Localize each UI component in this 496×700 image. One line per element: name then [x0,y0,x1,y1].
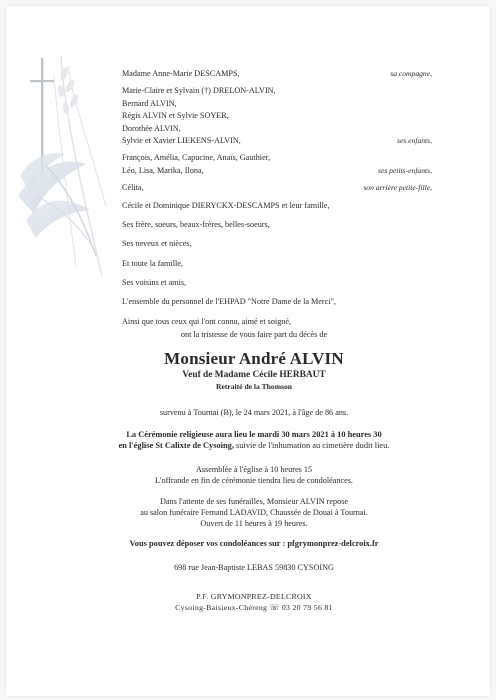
family-entry: Régis ALVIN et Sylvie SOYER, [122,111,229,121]
home-address: 698 rue Jean-Baptiste LEBAS 59830 CYSOING [174,563,334,572]
phone-icon: ☏ [269,603,280,612]
widower-of: Veuf de Madame Cécile HERBAUT [182,370,326,380]
cross-lily-decoration [6,46,116,286]
family-entry: François, Amélia, Capucine, Anaïs, Gauthier, [122,153,271,163]
family-entry: Cécile et Dominique DIERYCKX-DESCAMPS et leur famille, [122,200,330,210]
condolences-website-link[interactable]: pfgrymonprez-delcroix.fr [287,539,379,548]
funeral-director-phone: 03 20 79 56 81 [281,603,333,612]
family-entry: Ses voisins et amis, [122,278,187,288]
obituary-page [6,6,490,696]
announcement-intro: ont la tristesse de vous faire part du décès de [180,330,328,339]
family-entry: Et toute la famille, [122,258,183,268]
ceremony-info: La Cérémonie religieuse aura lieu le mardi 30 mars 2021 à 10 heures 30 en l'église St Calixte de Cysoing, suivie de l'inhumation au cimetière dudit lieu. [118,430,390,450]
family-entry: Madame Anne-Marie DESCAMPS, sa compagne, [122,69,432,78]
family-entry: Bernard ALVIN, [122,98,177,108]
funeral-home-info: Dans l'attente de ses funérailles, Monsieur ALVIN repose au salon funéraire Fernand LADAVID, Chaussée de Douai à Tournai. Ouvert de 11 heures à 19 heures. [140,497,368,528]
retired-from: Retraité de la Thomson [215,382,292,391]
family-entry: Marie-Claire et Sylvain (†) DRELON-ALVIN, [122,86,276,96]
family-entry: Dorothée ALVIN, [122,123,181,133]
family-entry: Léo, Lisa, Marika, Ilona, ses petits-enfants, [122,165,432,175]
funeral-director-name: P.F. GRYMONPREZ-DELCROIX [196,592,312,601]
death-details: survenu à Tournai (B), le 24 mars 2021, à l'âge de 86 ans. [159,408,349,417]
family-entry: Ses frère, soeurs, beaux-frères, belles-soeurs, [122,219,270,229]
family-entry: Ses neveux et nièces, [122,239,192,249]
family-entry: Ainsi que tous ceux qui l'ont connu, aimé et soigné, [122,316,292,326]
family-list [122,68,432,328]
condolences-line: Vous pouvez déposer vos condoléances sur : pfgrymonprez-delcroix.fr [129,539,379,548]
family-entry: Sylvie et Xavier LIEKENS-ALVIN, ses enfants, [122,135,432,145]
assembly-info: Assemblée à l'église à 10 heures 15 L'offrande en fin de cérémonie tiendra lieu de condoléances. [155,465,353,485]
family-entry: L'ensemble du personnel de l'EHPAD "Notre Dame de la Merci", [122,297,336,307]
funeral-director: P.F. GRYMONPREZ-DELCROIX Cysoing-Baisieux-Chéreng ☏ 03 20 79 56 81 [6,591,496,613]
deceased-name: Monsieur André ALVIN [164,349,344,368]
family-entry: Célita, son arrière petite-fille, [122,183,432,193]
